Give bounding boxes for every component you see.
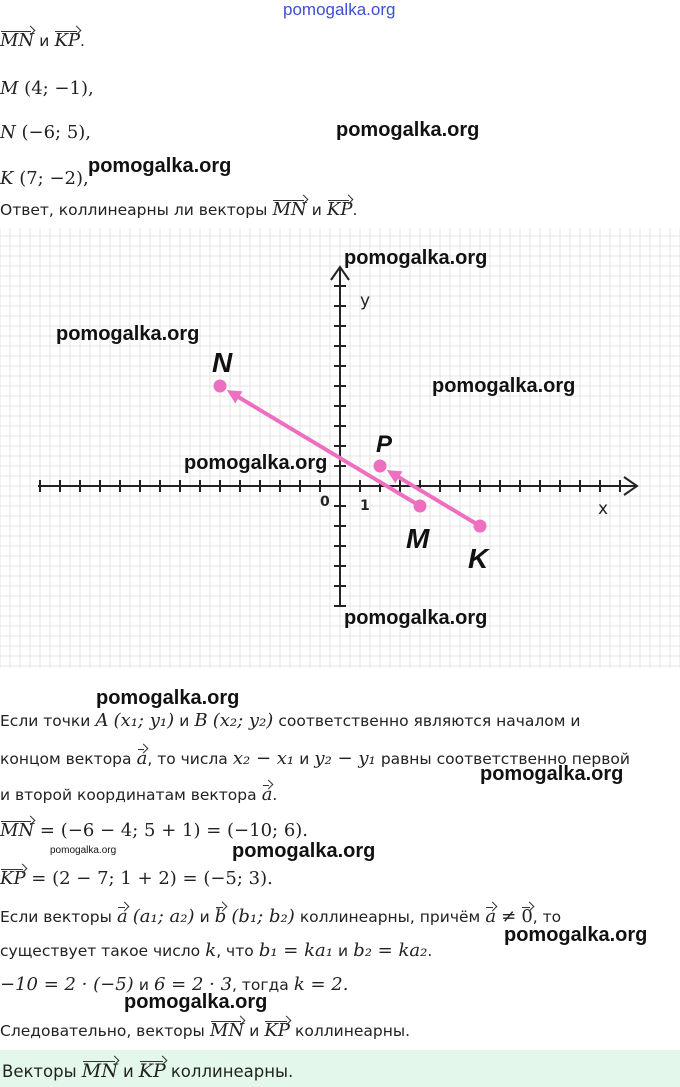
vector-kp: KP bbox=[264, 1020, 290, 1041]
text: и bbox=[138, 976, 149, 994]
vector-mn: MN bbox=[209, 1020, 245, 1041]
vector-mn: MN bbox=[0, 30, 35, 51]
watermark-small[interactable]: pomogalka.org bbox=[50, 845, 117, 856]
solution-line-1 bbox=[0, 710, 580, 731]
point-p-dot bbox=[374, 460, 387, 473]
solution-line-3 bbox=[0, 782, 277, 805]
math-a-coords: (x₁; y₁) bbox=[113, 710, 175, 731]
vector-b: b bbox=[214, 906, 227, 927]
watermark[interactable]: pomogalka.org bbox=[124, 991, 268, 1013]
math-b-coords: (b₁; b₂) bbox=[231, 906, 295, 927]
point-m-line bbox=[0, 78, 94, 99]
point-n-dot bbox=[214, 380, 227, 393]
text: , что bbox=[216, 942, 254, 960]
vector-kp: KP bbox=[138, 1060, 166, 1082]
coordinate-graph bbox=[0, 228, 680, 668]
math-a-coords: (a₁; a₂) bbox=[132, 906, 195, 927]
vector-mn: MN bbox=[272, 199, 307, 220]
point-coords: (−6; 5), bbox=[21, 122, 92, 143]
vector-a: a bbox=[136, 748, 148, 769]
text: существует такое число bbox=[0, 942, 201, 960]
equation-text: = (2 − 7; 1 + 2) = (−5; 3). bbox=[31, 868, 273, 889]
text: концом вектора bbox=[0, 750, 132, 768]
math-b: B bbox=[194, 710, 208, 731]
question-text: Ответ, коллинеарны ли векторы bbox=[0, 201, 268, 219]
text: и bbox=[299, 750, 310, 768]
question-line bbox=[0, 197, 357, 220]
text: , тогда bbox=[232, 976, 289, 994]
watermark[interactable]: pomogalka.org bbox=[88, 155, 232, 177]
text: коллинеарны, причём bbox=[299, 908, 481, 926]
text: и bbox=[199, 908, 210, 926]
watermark-top[interactable]: pomogalka.org bbox=[283, 0, 396, 19]
origin-label: 0 bbox=[320, 494, 330, 510]
answer-box bbox=[0, 1050, 680, 1087]
point-k-label: K bbox=[468, 543, 489, 574]
math-check-2: 6 = 2 · 3 bbox=[153, 974, 233, 995]
answer-line bbox=[2, 1058, 293, 1082]
text: Следовательно, векторы bbox=[0, 1022, 205, 1040]
solution-line-4 bbox=[0, 904, 561, 927]
text: , то bbox=[532, 908, 562, 926]
math-check-1: −10 = 2 · (−5) bbox=[0, 974, 134, 995]
intro-conj: и bbox=[39, 32, 50, 50]
math-k-value: k = 2. bbox=[293, 974, 349, 995]
point-k-dot bbox=[474, 520, 487, 533]
x-axis-label: x bbox=[598, 499, 609, 519]
solution-line-7 bbox=[0, 1018, 410, 1041]
text: и bbox=[249, 1022, 260, 1040]
equation-text: = (−6 − 4; 5 + 1) = (−10; 6). bbox=[39, 820, 309, 841]
text: Векторы bbox=[2, 1062, 77, 1081]
y-axis-label: y bbox=[360, 291, 371, 311]
point-name: M bbox=[0, 78, 19, 99]
vector-mn: MN bbox=[0, 820, 35, 841]
solution-line-5 bbox=[0, 940, 432, 961]
unit-label: 1 bbox=[360, 498, 370, 514]
question-conj: и bbox=[311, 201, 322, 219]
text: и bbox=[338, 942, 349, 960]
watermark[interactable]: pomogalka.org bbox=[344, 607, 488, 629]
text: и bbox=[179, 712, 190, 730]
watermark[interactable]: pomogalka.org bbox=[504, 924, 648, 946]
watermark[interactable]: pomogalka.org bbox=[432, 375, 576, 397]
text: Если векторы bbox=[0, 908, 112, 926]
point-p-label: P bbox=[376, 431, 393, 458]
math-b2: b₂ = ka₂ bbox=[353, 940, 428, 961]
point-m-dot bbox=[414, 500, 427, 513]
equation-kp bbox=[0, 866, 273, 889]
math-a: A bbox=[95, 710, 109, 731]
point-n-line bbox=[0, 122, 91, 143]
vector-kp: KP bbox=[0, 868, 26, 889]
point-coords: (4; −1), bbox=[24, 78, 94, 99]
watermark[interactable]: pomogalka.org bbox=[480, 763, 624, 785]
solution-line-6 bbox=[0, 974, 348, 995]
solution-line-2 bbox=[0, 746, 630, 769]
text: . bbox=[272, 786, 278, 804]
vector-a: a bbox=[261, 784, 273, 805]
vector-kp: KP bbox=[54, 30, 81, 51]
vector-mn: MN bbox=[81, 1060, 118, 1082]
math-dx: x₂ − x₁ bbox=[232, 748, 295, 769]
question-end: . bbox=[352, 201, 358, 219]
point-m-label: M bbox=[406, 523, 430, 554]
watermark[interactable]: pomogalka.org bbox=[336, 119, 480, 141]
intro-vectors-line bbox=[0, 28, 85, 51]
vector-a: a bbox=[485, 906, 497, 927]
watermark[interactable]: pomogalka.org bbox=[232, 840, 376, 862]
watermark[interactable]: pomogalka.org bbox=[344, 247, 488, 269]
watermark[interactable]: pomogalka.org bbox=[96, 687, 240, 709]
vector-zero: 0 bbox=[521, 906, 533, 927]
watermark[interactable]: pomogalka.org bbox=[184, 452, 328, 474]
math-b1: b₁ = ka₁ bbox=[258, 940, 333, 961]
text: коллинеарны. bbox=[170, 1062, 294, 1081]
text: Если точки bbox=[0, 712, 91, 730]
point-name: K bbox=[0, 168, 14, 189]
text: коллинеарны. bbox=[295, 1022, 411, 1040]
point-name: N bbox=[0, 122, 16, 143]
text: равны соответственно первой bbox=[380, 750, 630, 768]
point-n-label: N bbox=[212, 347, 233, 378]
equation-mn bbox=[0, 818, 308, 841]
vector-a: a bbox=[116, 906, 128, 927]
text: и второй координатам вектора bbox=[0, 786, 257, 804]
math-k: k bbox=[205, 940, 217, 961]
text: , то числа bbox=[147, 750, 228, 768]
text: . bbox=[427, 942, 433, 960]
point-k-line bbox=[0, 168, 89, 189]
text: соответственно являются началом и bbox=[278, 712, 581, 730]
point-coords: (7; −2), bbox=[19, 168, 89, 189]
math-dy: y₂ − y₁ bbox=[314, 748, 376, 769]
text: и bbox=[122, 1062, 134, 1081]
vector-kp: KP bbox=[326, 199, 353, 220]
watermark[interactable]: pomogalka.org bbox=[56, 323, 200, 345]
intro-end: . bbox=[80, 32, 85, 50]
math-b-coords: (x₂; y₂) bbox=[212, 710, 274, 731]
math-neq: ≠ bbox=[501, 906, 517, 927]
